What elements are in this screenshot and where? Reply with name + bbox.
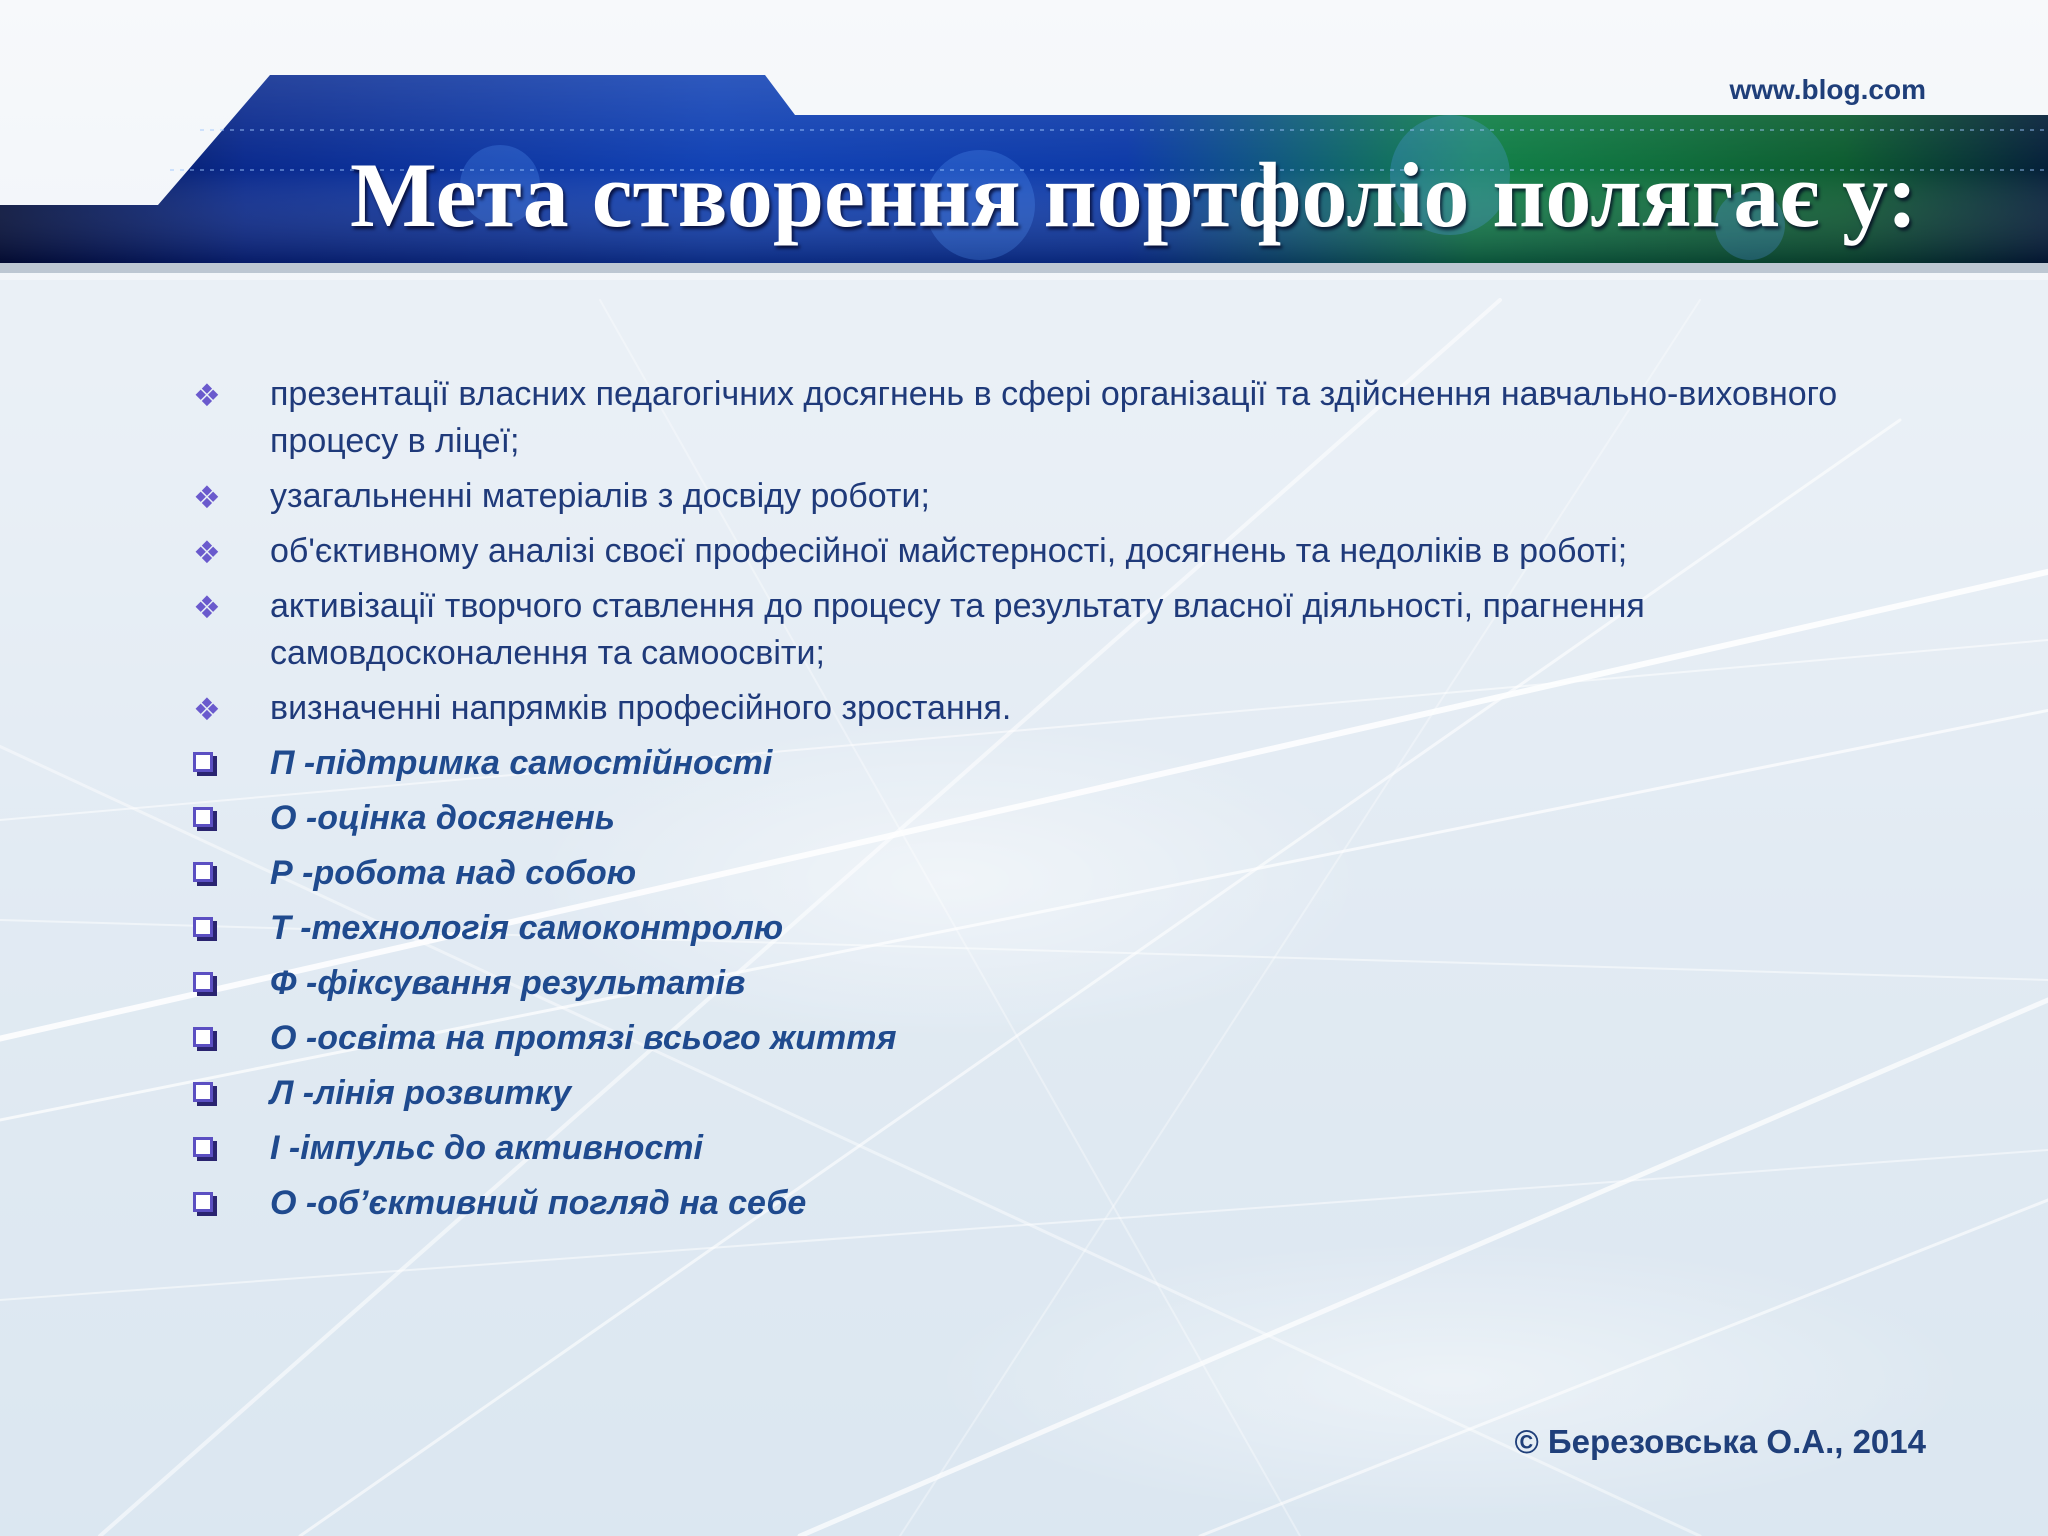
list-item (190, 685, 1910, 732)
list-item-text: узагальненні матеріалів з досвіду роботи; (270, 477, 930, 515)
diamond-icon: ❖ (193, 692, 221, 728)
list-item-text: О -об’єктивний погляд на себе (270, 1184, 807, 1222)
list-item-text: презентації власних педагогічних досягнень в сфері організації та здійснення навчально-виховного процесу в ліцеї; (270, 375, 1838, 460)
checkbox-icon (193, 1192, 213, 1212)
list-item (190, 473, 1910, 520)
bullet-list (190, 371, 1910, 1235)
list-item-text: Т -технологія самоконтролю (270, 909, 784, 947)
list-item (190, 740, 1910, 787)
checkbox-icon (193, 1137, 213, 1157)
list-item (190, 528, 1910, 575)
list-item-text: О -оцінка досягнень (270, 799, 615, 837)
list-item (190, 850, 1910, 897)
list-item-text: активізації творчого ставлення до процесу та результату власної діяльності, прагнення самовдосконалення та самоосвіти; (270, 587, 1645, 672)
checkbox-icon (193, 917, 213, 937)
list-item-text: І -імпульс до активності (270, 1129, 703, 1167)
slide-title: Мета створення портфоліо полягає у: (350, 144, 1918, 246)
list-item (190, 1070, 1910, 1117)
list-item (190, 583, 1910, 677)
list-item-text: Р -робота над собою (270, 854, 637, 892)
list-item (190, 905, 1910, 952)
list-item (190, 1125, 1910, 1172)
list-item-text: Л -лінія розвитку (270, 1074, 572, 1112)
copyright-text: © Березовська О.А., 2014 (1514, 1423, 1926, 1460)
list-item (190, 371, 1910, 465)
list-item (190, 795, 1910, 842)
list-item (190, 1015, 1910, 1062)
site-url[interactable]: www.blog.com (1729, 74, 1926, 105)
checkbox-icon (193, 1082, 213, 1102)
list-item-text: О -освіта на протязі всього життя (270, 1019, 897, 1057)
list-item (190, 1180, 1910, 1227)
diamond-icon: ❖ (193, 378, 221, 414)
diamond-icon: ❖ (193, 535, 221, 571)
checkbox-icon (193, 972, 213, 992)
checkbox-icon (193, 807, 213, 827)
list-item (190, 960, 1910, 1007)
list-item-text: об'єктивному аналізі своєї професійної майстерності, досягнень та недоліків в роботі; (270, 532, 1628, 570)
list-item-text: П -підтримка самостійності (270, 744, 773, 782)
list-item-text: визначенні напрямків професійного зростання. (270, 689, 1012, 727)
checkbox-icon (193, 862, 213, 882)
checkbox-icon (193, 752, 213, 772)
diamond-icon: ❖ (193, 480, 221, 516)
list-item-text: Ф -фіксування результатів (270, 964, 746, 1002)
diamond-icon: ❖ (193, 590, 221, 626)
checkbox-icon (193, 1027, 213, 1047)
